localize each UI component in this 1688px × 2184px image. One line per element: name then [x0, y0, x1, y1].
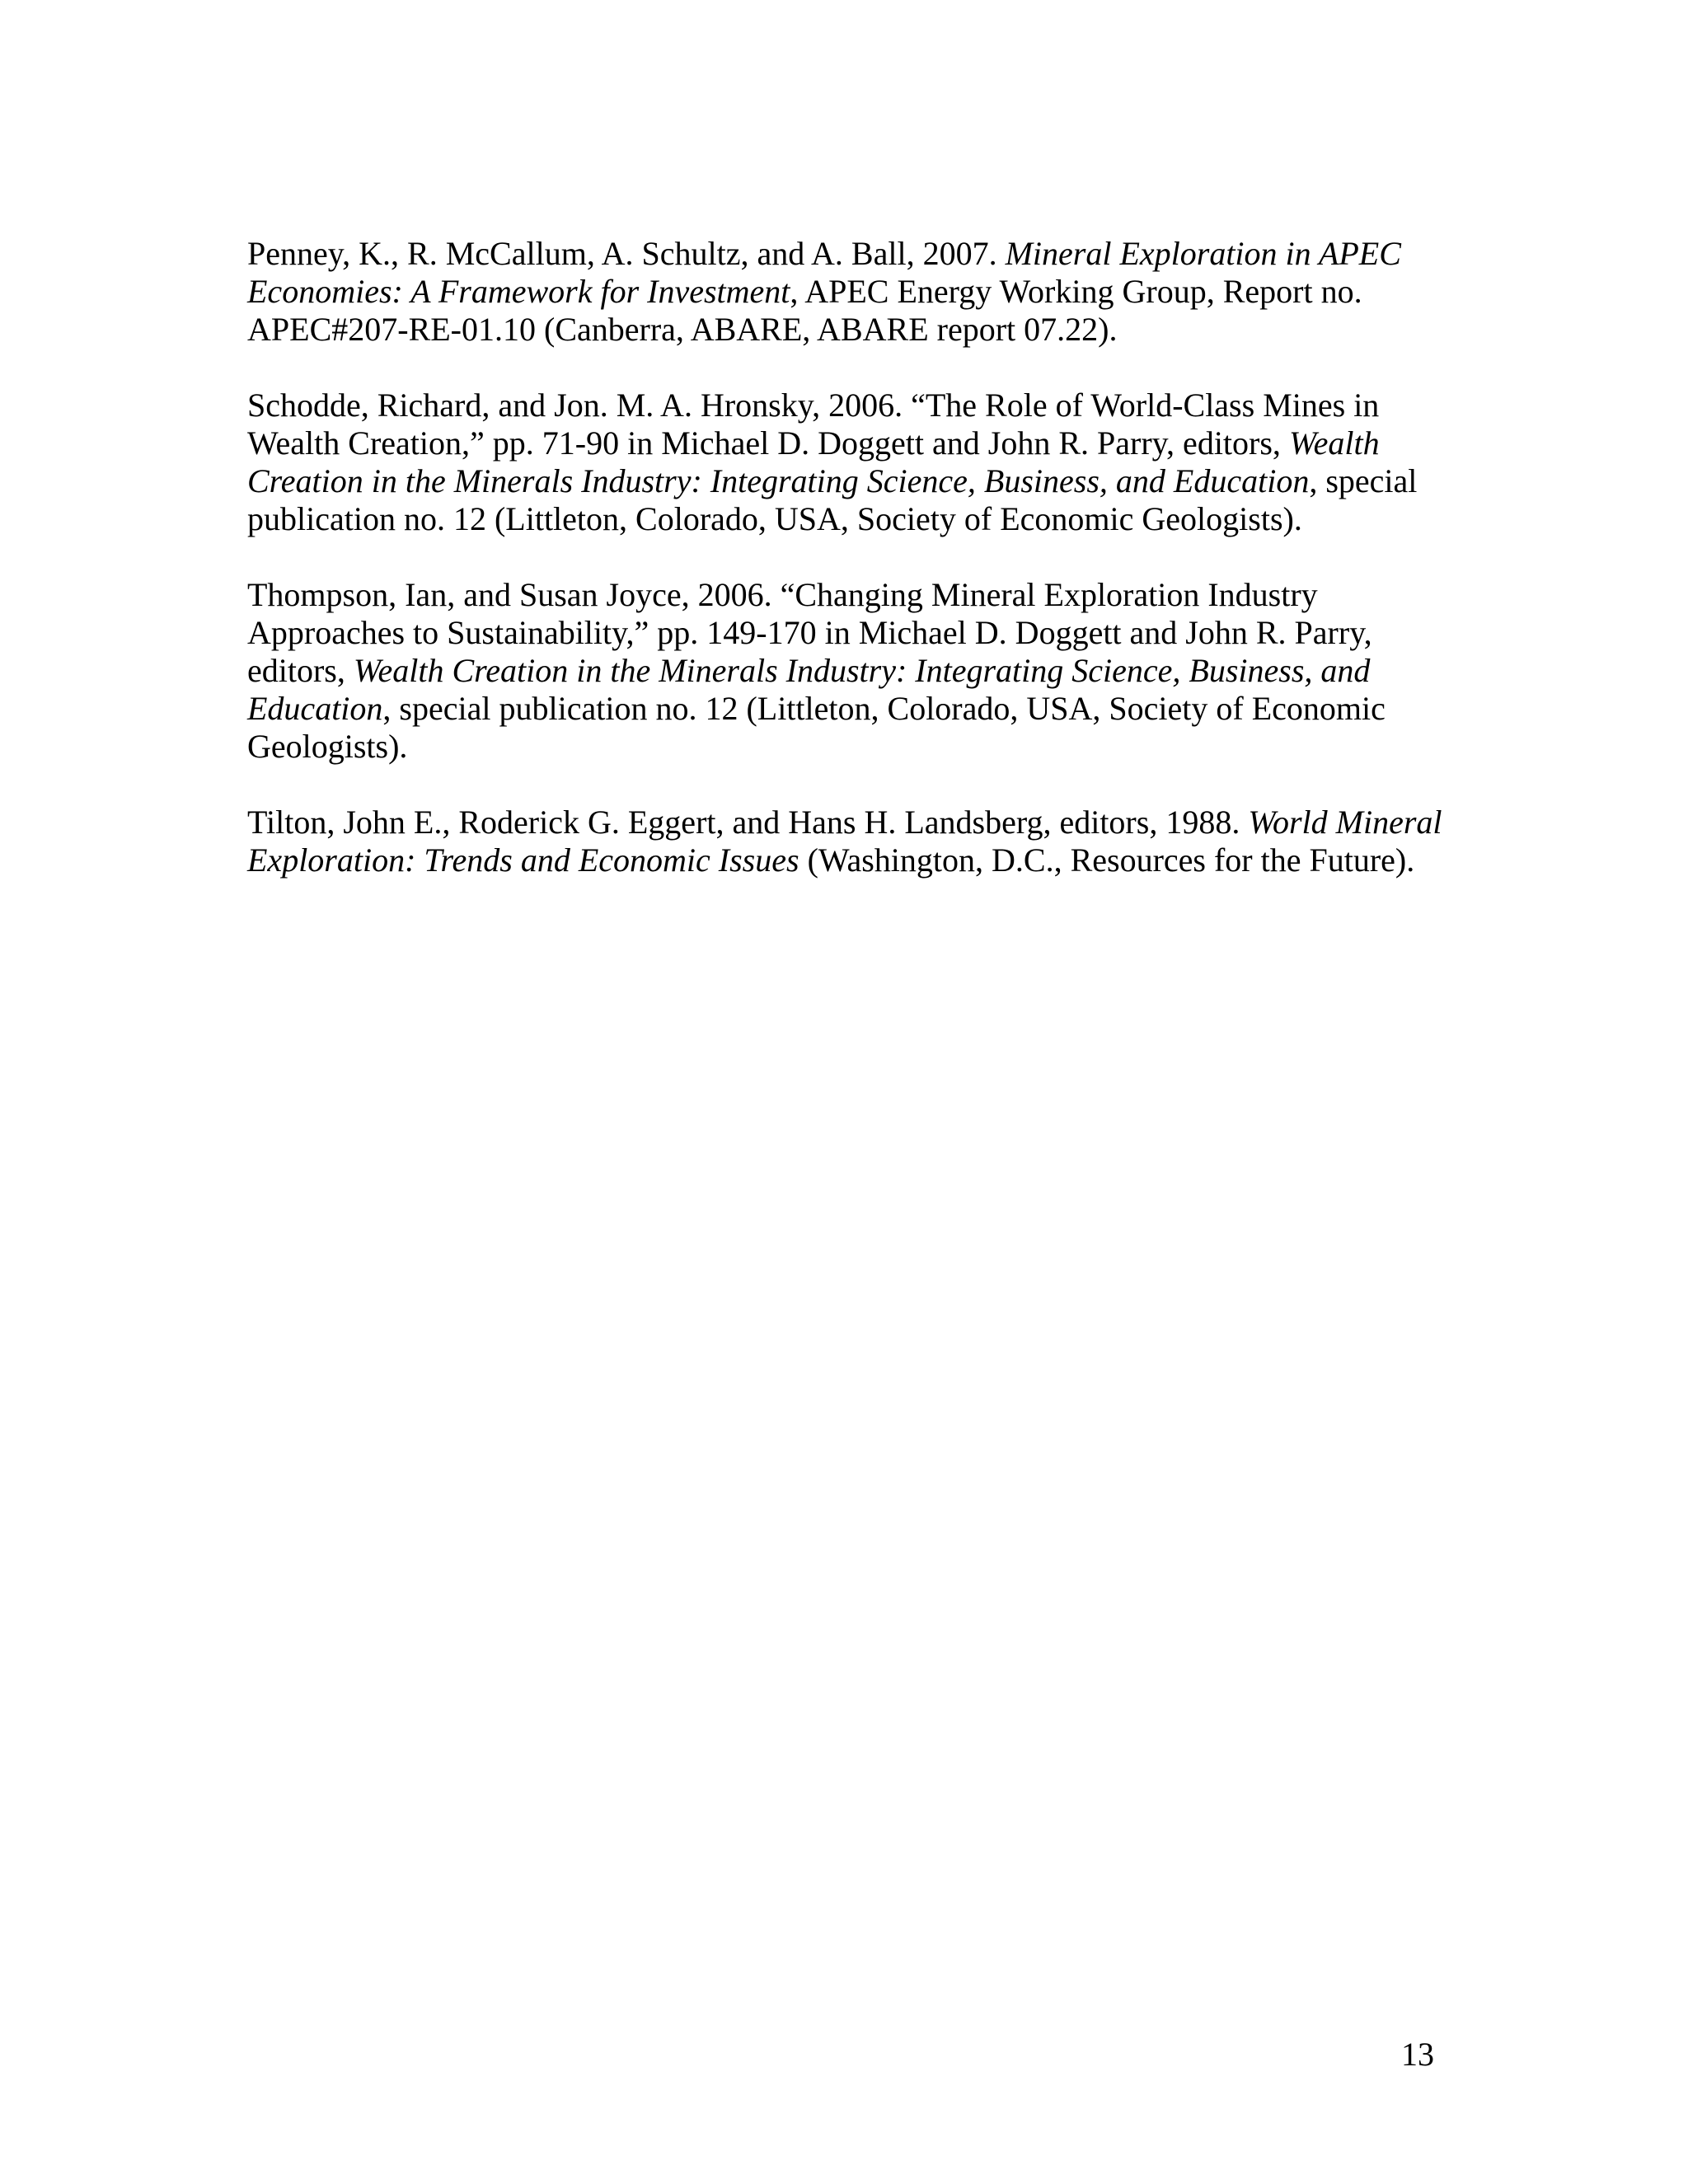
reference-title: World Mineral Exploration: Trends and Economic Issues	[247, 804, 1442, 879]
reference-text: (Washington, D.C., Resources for the Future).	[799, 841, 1415, 879]
reference-list	[247, 235, 1451, 917]
reference-title: Mineral Exploration in APEC Economies: A Framework for Investment	[247, 235, 1401, 310]
reference-schodde	[247, 387, 1451, 538]
reference-title: Wealth Creation in the Minerals Industry: Integrating Science, Business, and Education	[247, 652, 1371, 727]
reference-text: , APEC Energy Working Group, Report no. APEC#207-RE-01.10 (Canberra, ABARE, ABARE report 07.22).	[247, 273, 1362, 348]
reference-text: Schodde, Richard, and Jon. M. A. Hronsky, 2006. “The Role of World-Class Mines in Wealth Creation,” pp. 71-90 in Michael D. Doggett and John R. Parry, editors,	[247, 387, 1380, 462]
reference-text: Tilton, John E., Roderick G. Eggert, and Hans H. Landsberg, editors, 1988.	[247, 804, 1249, 841]
reference-tilton	[247, 804, 1451, 879]
reference-text: , special publication no. 12 (Littleton, Colorado, USA, Society of Economic Geologists).	[247, 462, 1418, 537]
reference-text: Thompson, Ian, and Susan Joyce, 2006. “Changing Mineral Exploration Industry Approaches to Sustainability,” pp. 149-170 in Michael D. Doggett and John R. Parry, editors,	[247, 576, 1372, 689]
reference-title: Wealth Creation in the Minerals Industry: Integrating Science, Business, and Education	[247, 424, 1380, 499]
reference-text: , special publication no. 12 (Littleton, Colorado, USA, Society of Economic Geologists).	[247, 690, 1386, 765]
reference-text: Penney, K., R. McCallum, A. Schultz, and A. Ball, 2007.	[247, 235, 1006, 272]
reference-thompson	[247, 576, 1451, 766]
reference-penney	[247, 235, 1451, 349]
page-number: 13	[1401, 2036, 1434, 2073]
